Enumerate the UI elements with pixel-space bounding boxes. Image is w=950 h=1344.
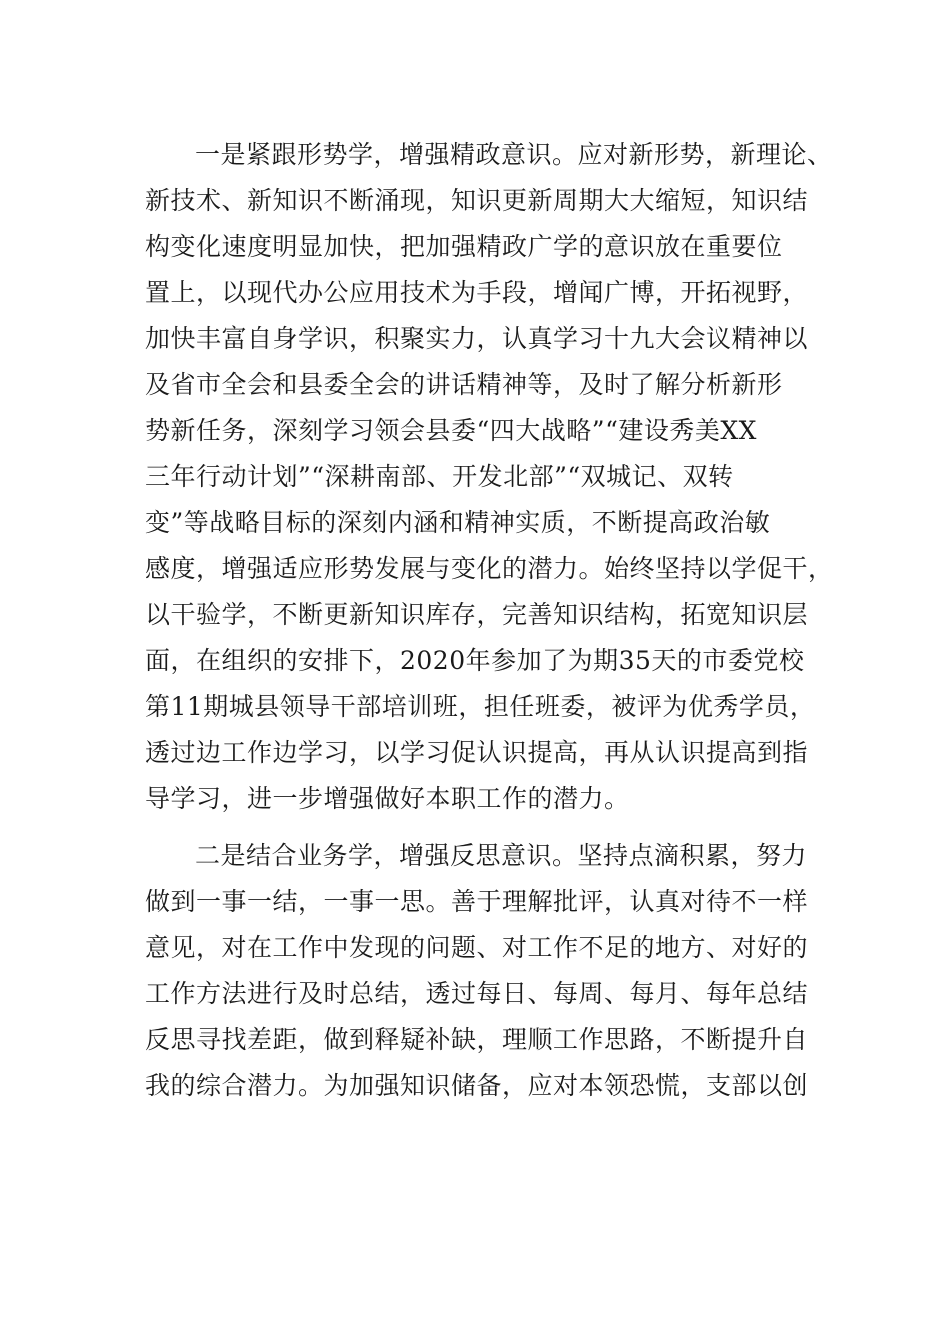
paragraph-1-line-12: 面，在组织的安排下，2020年参加了为期35天的市委党校 [145, 646, 805, 675]
paragraph-1-line-13: 第11期城县领导干部培训班，担任班委，被评为优秀学员， [145, 692, 816, 721]
paragraph-1-line-2: 新技术、新知识不断涌现，知识更新周期大大缩短，知识结 [145, 186, 809, 215]
paragraph-2-line-5: 反思寻找差距，做到释疑补缺，理顺工作思路，不断提升自 [145, 1025, 809, 1054]
paragraph-1-line-15: 导学习，进一步增强做好本职工作的潜力。 [145, 784, 630, 813]
paragraph-1-line-8: 三年行动计划”“深耕南部、开发北部”“双城记、双转 [145, 462, 734, 491]
paragraph-2-line-4: 工作方法进行及时总结，透过每日、每周、每月、每年总结 [145, 979, 809, 1008]
paragraph-2-line-6: 我的综合潜力。为加强知识储备，应对本领恐慌，支部以创 [145, 1071, 809, 1100]
paragraph-1-line-7: 势新任务，深刻学习领会县委“四大战略”“建设秀美XX [145, 416, 757, 445]
paragraph-1-line-11: 以干验学，不断更新知识库存，完善知识结构，拓宽知识层 [145, 600, 809, 629]
paragraph-1-line-14: 透过边工作边学习，以学习促认识提高，再从认识提高到指 [145, 738, 809, 767]
paragraph-2-line-3: 意见，对在工作中发现的问题、对工作不足的地方、对好的 [145, 933, 809, 962]
paragraph-2-line-1: 二是结合业务学，增强反思意识。坚持点滴积累，努力 [195, 841, 808, 870]
paragraph-1-line-6: 及省市全会和县委全会的讲话精神等，及时了解分析新形 [145, 370, 783, 399]
paragraph-1-line-4: 置上，以现代办公应用技术为手段，增闻广博，开拓视野， [145, 278, 809, 307]
paragraph-1-line-3: 构变化速度明显加快，把加强精政广学的意识放在重要位 [145, 232, 783, 261]
paragraph-1-line-1: 一是紧跟形势学，增强精政意识。应对新形势，新理论、 [195, 140, 833, 169]
paragraph-1-line-10: 感度，增强适应形势发展与变化的潜力。始终坚持以学促干， [145, 554, 834, 583]
paragraph-2-line-2: 做到一事一结，一事一思。善于理解批评，认真对待不一样 [145, 887, 809, 916]
paragraph-1-line-9: 变”等战略目标的深刻内涵和精神实质，不断提高政治敏 [145, 508, 771, 537]
paragraph-1-line-5: 加快丰富自身学识，积聚实力，认真学习十九大会议精神以 [145, 324, 809, 353]
